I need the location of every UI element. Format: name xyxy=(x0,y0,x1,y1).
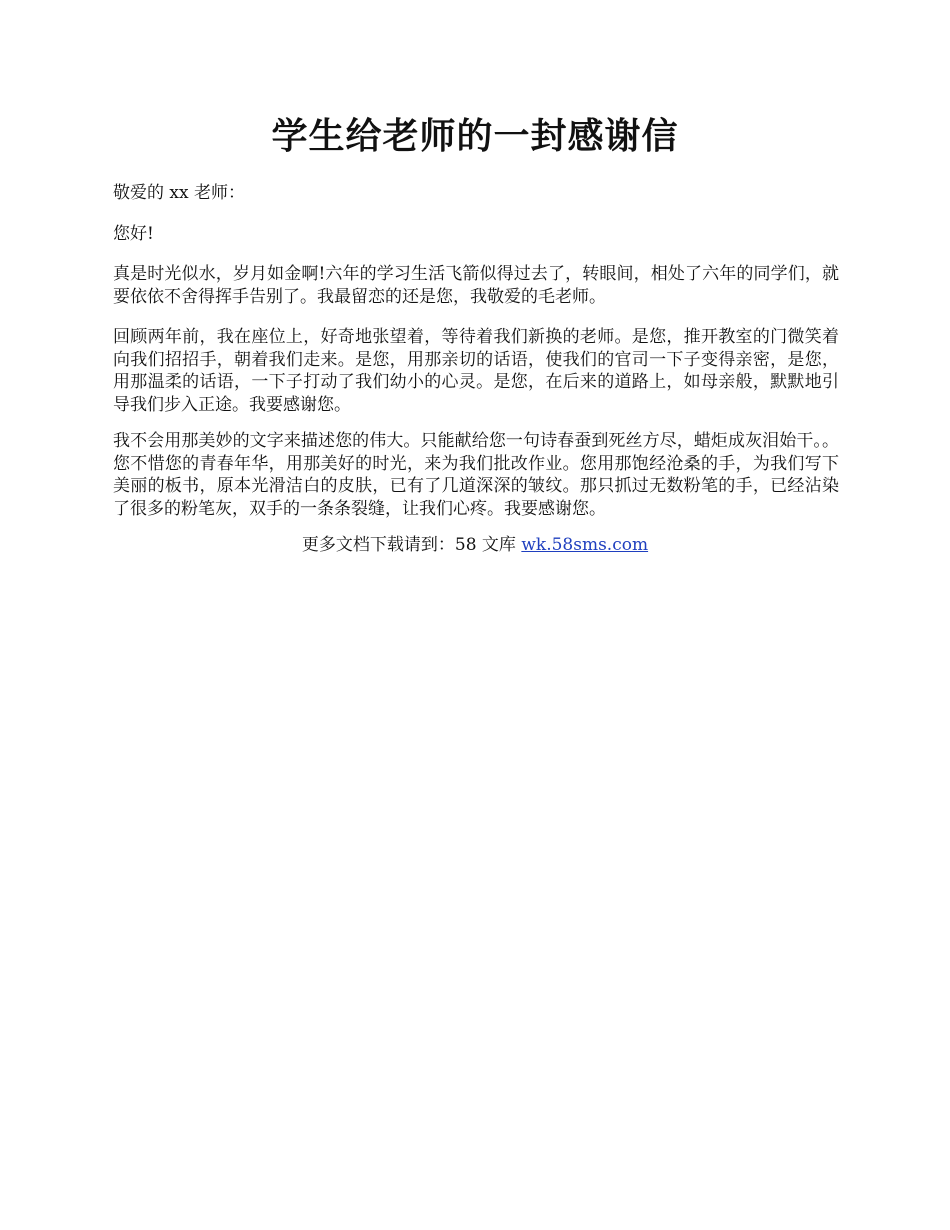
download-footer xyxy=(0,534,950,556)
paragraph-3: 我不会用那美妙的文字来描述您的伟大。只能献给您一句诗春蚕到死丝方尽，蜡炬成灰泪始干。。您不惜您的青春年华，用那美好的时光，来为我们批改作业。您用那饱经沧桑的手，为我们写下美丽的板书，原本光滑洁白的皮肤，已有了几道深深的皱纹。那只抓过无数粉笔的手，已经沾染了很多的粉笔灰，双手的一条条裂缝，让我们心疼。我要感谢您。 xyxy=(113,431,839,519)
footer-text: 更多文档下载请到：58 文库 xyxy=(301,535,522,555)
salutation: 敬爱的 xx 老师： xyxy=(113,183,245,203)
paragraph-1: 真是时光似水，岁月如金啊!六年的学习生活飞箭似得过去了，转眼间，相处了六年的同学们，就要依依不舍得挥手告别了。我最留恋的还是您，我敬爱的毛老师。 xyxy=(113,264,839,307)
hello-line: 您好! xyxy=(113,224,154,244)
paragraph-2: 回顾两年前，我在座位上，好奇地张望着，等待着我们新换的老师。是您，推开教室的门微笑着向我们招招手，朝着我们走来。是您，用那亲切的话语，使我们的官司一下子变得亲密，是您，用那温柔的话语，一下子打动了我们幼小的心灵。是您，在后来的道路上，如母亲般，默默地引导我们步入正途。我要感谢您。 xyxy=(113,327,839,415)
footer-link[interactable]: wk.58sms.com xyxy=(521,535,649,555)
document-title: 学生给老师的一封感谢信 xyxy=(271,115,679,157)
